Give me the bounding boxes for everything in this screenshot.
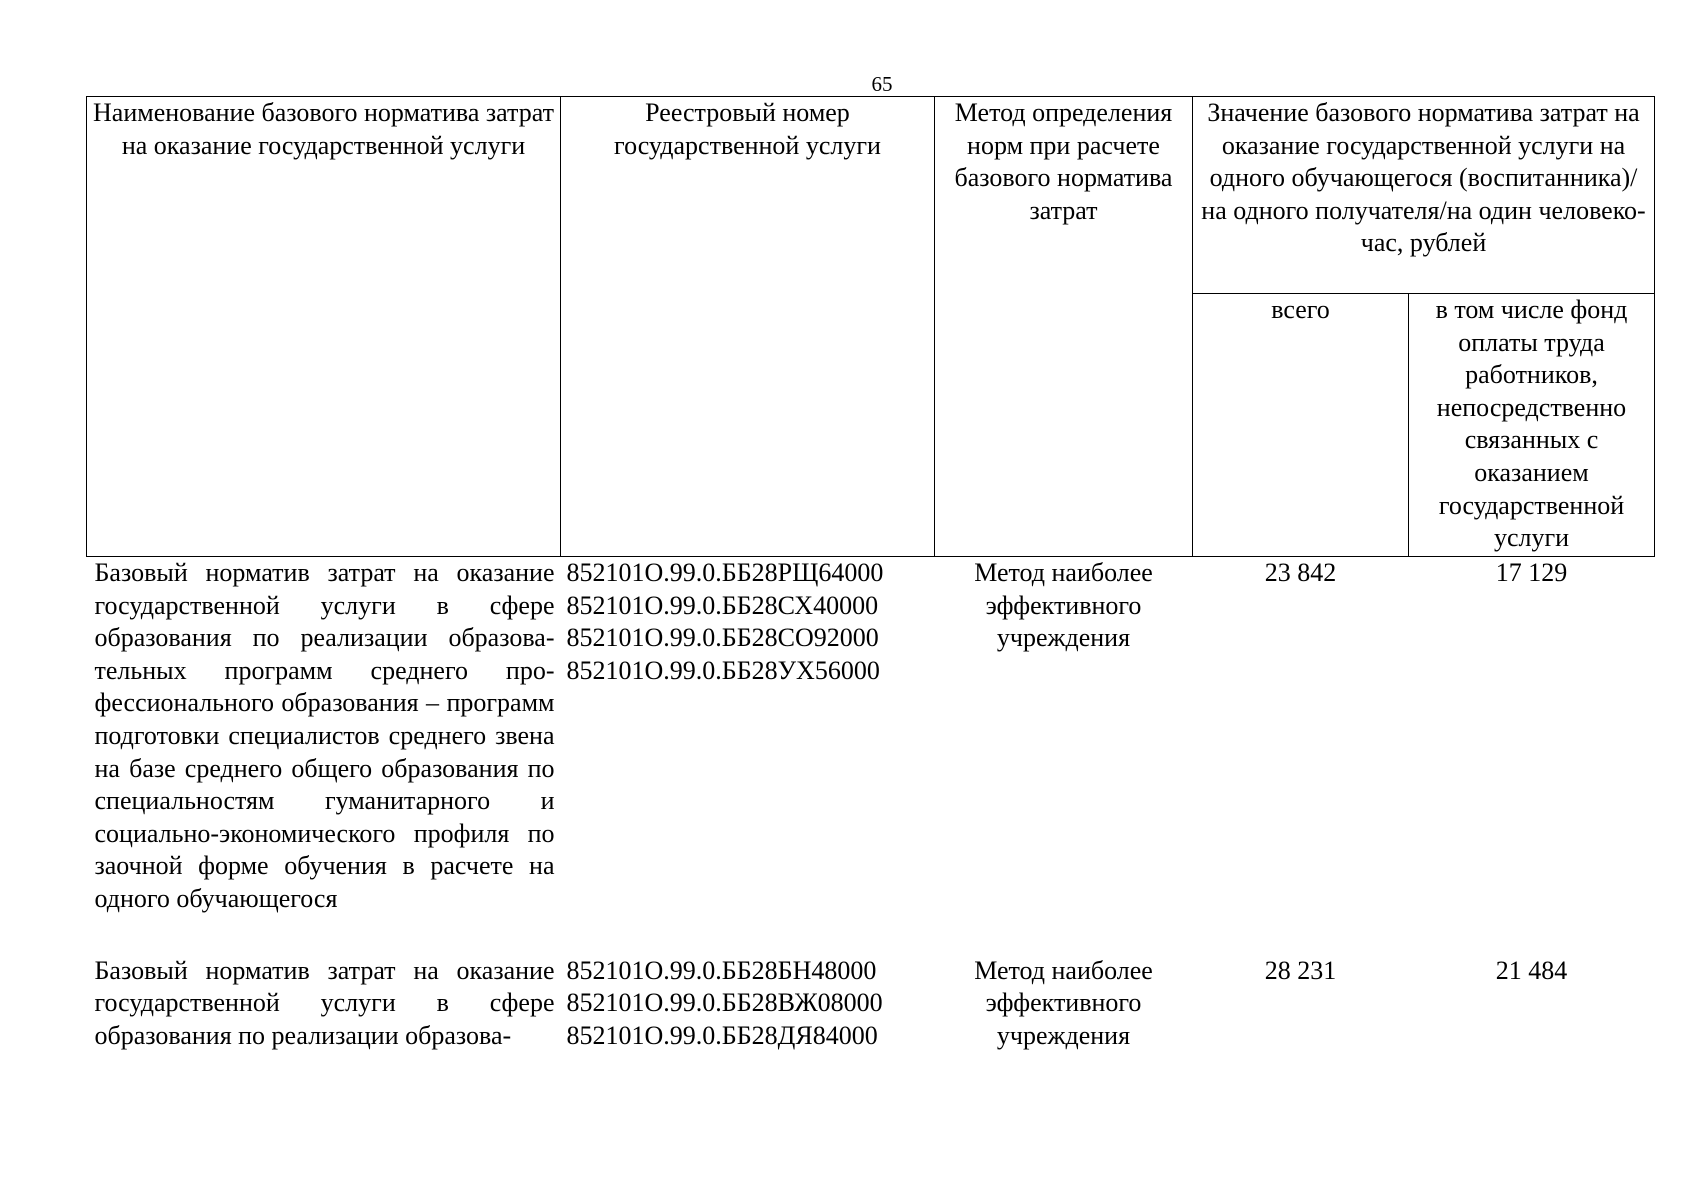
registry-code: 852101О.99.0.ББ28ДЯ84000: [566, 1020, 878, 1050]
row-method: Метод наиболее эффективного учреждения: [974, 558, 1153, 653]
header-method: Метод определения норм при расчете базового норматива затрат: [935, 97, 1193, 557]
header-value-total: всего: [1193, 294, 1409, 557]
header-registry-number: Реестровый номер государственной услуги: [561, 97, 935, 557]
row-total: 23 842: [1264, 558, 1337, 587]
row-codes: [561, 557, 935, 955]
registry-code: 852101О.99.0.ББ28УХ56000: [566, 655, 880, 685]
registry-code: 852101О.99.0.ББ28СХ40000: [566, 590, 879, 620]
row-name: Базовый норматив затрат на оказание государственной услуги в сфере образования по реализации образова-: [94, 955, 555, 1050]
registry-code: 852101О.99.0.ББ28РЩ64000: [566, 558, 884, 587]
table-row: [87, 557, 1655, 955]
row-codes: [561, 955, 935, 1053]
registry-code: 852101О.99.0.ББ28СО92000: [566, 623, 879, 653]
table-body: [87, 557, 1655, 1053]
header-name: Наименование базового норматива затрат на оказание государственной услуги: [87, 97, 561, 557]
row-name: Базовый норматив затрат на оказание государственной услуги в сфере образования по реализации образовательных программ среднего профессионального образования – программ подготовки специалистов среднего звена на базе среднего общего образования по специальностям гуманитарного и социально-экономического профиля по заочной форме обучения в расчете на одного обучающегося: [94, 558, 555, 913]
row-fund: 21 484: [1495, 955, 1568, 985]
page-number: 65: [871, 72, 893, 96]
table-row: [87, 955, 1655, 1053]
header-value-group: Значение базового норматива затрат на оказание государственной услуги на одного обучающегося (воспитанника)/на одного получателя/на один человеко-час, рублей: [1193, 97, 1655, 294]
norms-table: [86, 96, 1655, 1052]
table-header: [87, 97, 1655, 557]
row-total: 28 231: [1264, 955, 1337, 985]
header-value-fund: в том числе фонд оплаты труда работников, непосредственно связанных с оказанием государственной услуги: [1409, 294, 1655, 557]
registry-code: 852101О.99.0.ББ28БН48000: [566, 955, 877, 985]
row-fund: 17 129: [1495, 558, 1568, 587]
registry-code: 852101О.99.0.ББ28ВЖ08000: [566, 988, 883, 1018]
row-method: Метод наиболее эффективного учреждения: [974, 955, 1153, 1050]
